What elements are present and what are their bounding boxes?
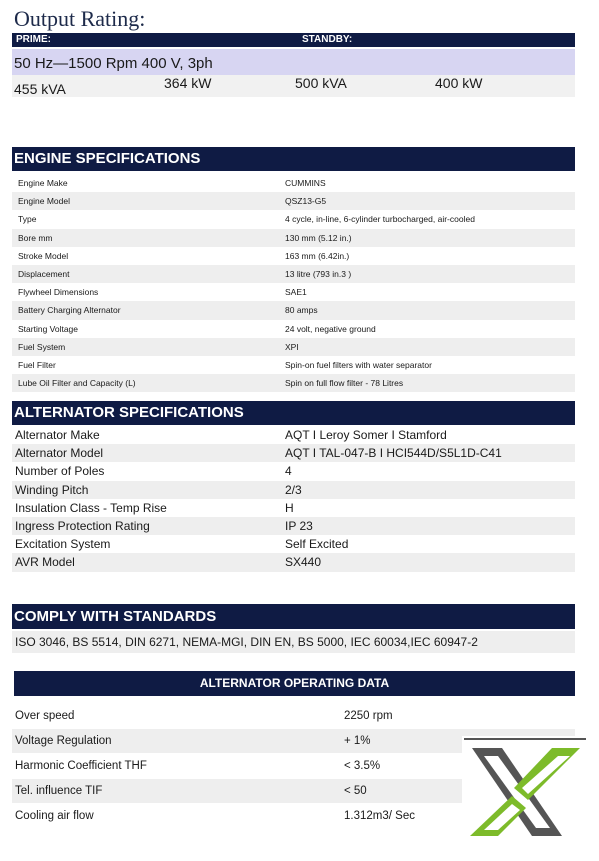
engine-spec-row-label: Type [18,214,37,225]
engine-spec-row-value: 130 mm (5.12 in.) [285,232,352,243]
engine-spec-row [12,374,575,392]
alternator-spec-row-label: Insulation Class - Temp Rise [15,500,167,515]
alternator-spec-row-label: Excitation System [15,537,111,552]
alternator-spec-row-label: Winding Pitch [15,482,89,497]
prime-kw: 364 kW [164,75,212,91]
rating-values-band [12,75,575,97]
engine-spec-row [12,283,575,301]
engine-spec-row [12,210,575,228]
engine-spec-row-label: Engine Make [18,178,68,188]
operating-data-row-label: Over speed [15,710,75,722]
alternator-specs-heading: ALTERNATOR SPECIFICATIONS [12,401,575,425]
alternator-spec-row-value: Self Excited [285,537,349,552]
output-rating-title: Output Rating: [14,6,146,31]
engine-spec-row-value: 24 volt, negative ground [285,323,376,334]
engine-spec-row-value: 4 cycle, in-line, 6-cylinder turbocharged, air-cooled [285,214,475,225]
engine-spec-row-label: Battery Charging Alternator [18,305,121,316]
engine-spec-row-value: Spin-on fuel filters with water separator [285,360,432,370]
alternator-spec-row [12,481,575,499]
engine-spec-row-value: XPI [285,341,299,352]
engine-spec-row [12,174,575,192]
alternator-spec-row [12,517,575,535]
alternator-spec-row [12,499,575,517]
engine-spec-row [12,320,575,338]
standby-kw: 400 kW [435,75,483,91]
engine-spec-row [12,247,575,265]
rating-header-bar [12,33,575,47]
alternator-spec-row-value: AQT I Leroy Somer I Stamford [285,428,447,442]
engine-spec-row [12,265,575,283]
engine-spec-row-label: Lube Oil Filter and Capacity (L) [18,378,136,389]
engine-spec-row-value: 80 amps [285,305,318,316]
alternator-spec-row-value: H [285,500,294,515]
operating-data-row-value: + 1% [344,735,371,747]
operating-data-row-value: 1.312m3/ Sec [344,810,415,822]
alternator-spec-row [12,426,575,444]
operating-data-row-label: Tel. influence TIF [15,785,103,797]
operating-data-row-label: Harmonic Coefficient THF [15,760,147,772]
engine-spec-row-label: Engine Model [18,196,70,207]
engine-spec-row-value: 13 litre (793 in.3 ) [285,269,352,279]
alternator-spec-row-value: SX440 [285,555,322,570]
engine-spec-row-label: Displacement [18,269,70,279]
engine-spec-row-label: Stroke Model [18,250,69,261]
engine-specs-heading: ENGINE SPECIFICATIONS [12,147,575,171]
engine-spec-row-label: Flywheel Dimensions [18,287,99,298]
engine-spec-row [12,301,575,319]
operating-data-row-label: Cooling air flow [15,810,94,822]
standards-text: ISO 3046, BS 5514, DIN 6271, NEMA-MGI, DIN EN, BS 5000, IEC 60034,IEC 60947-2 [12,631,575,653]
prime-label: PRIME: [16,34,51,45]
alternator-spec-row-label: Alternator Model [15,446,104,461]
engine-spec-row [12,356,575,374]
engine-spec-row-value: 163 mm (6.42in.) [285,250,350,261]
engine-spec-row-label: Bore mm [18,232,53,243]
alternator-spec-row-label: Alternator Make [15,428,100,442]
engine-spec-row-value: QSZ13-G5 [285,196,327,207]
engine-spec-row-label: Starting Voltage [18,323,79,334]
engine-spec-row-value: SAE1 [285,287,307,298]
engine-spec-row [12,192,575,210]
standards-heading: COMPLY WITH STANDARDS [12,604,575,629]
alternator-spec-row-label: Ingress Protection Rating [15,519,150,533]
alternator-spec-row-label: AVR Model [15,555,75,570]
engine-spec-row-value: Spin on full flow filter - 78 Litres [285,378,404,389]
standby-label: STANDBY: [302,34,353,45]
alternator-spec-row [12,553,575,571]
logo-box [462,736,588,844]
alternator-spec-row [12,535,575,553]
alternator-spec-row-value: AQT I TAL-047-B I HCI544D/S5L1D-C41 [285,446,502,461]
engine-spec-row-label: Fuel System [18,341,66,352]
alternator-spec-row-value: 4 [285,464,292,479]
operating-data-row-value: 2250 rpm [344,710,393,722]
operating-data-row-value: < 3.5% [344,760,381,772]
alternator-spec-row-value: 2/3 [285,482,302,497]
engine-spec-row [12,338,575,356]
operating-data-heading: ALTERNATOR OPERATING DATA [14,671,575,696]
engine-spec-row-label: Fuel Filter [18,360,56,370]
standby-kva: 500 kVA [295,75,347,91]
engine-spec-row [12,229,575,247]
alternator-spec-row-value: IP 23 [285,519,313,533]
operating-data-row-label: Voltage Regulation [15,735,112,747]
operating-data-row-value: < 50 [344,785,367,797]
operating-data-row [12,704,575,728]
rating-spec-band [12,49,575,75]
alternator-spec-row-label: Number of Poles [15,464,105,479]
prime-kva: 455 kVA [14,81,66,97]
alternator-spec-row [12,444,575,462]
alternator-spec-row [12,462,575,480]
x-logo-icon [462,736,588,844]
rating-spec-line: 50 Hz—1500 Rpm 400 V, 3ph [14,55,213,72]
engine-spec-row-value: CUMMINS [285,178,326,188]
